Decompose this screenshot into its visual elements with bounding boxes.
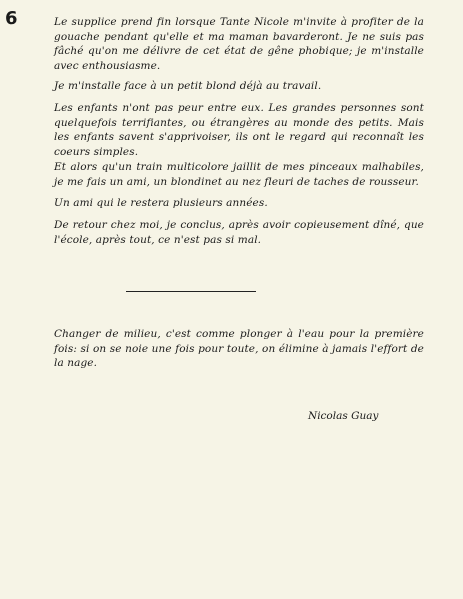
paragraph-5: Un ami qui le restera plusieurs années. [54,197,268,209]
signature: Nicolas Guay [308,410,379,422]
paragraph-1: Le supplice prend fin lorsque Tante Nicole m'invite à profiter de la gouache pendant qu'elle et ma maman bavarderont. Je ne suis pas fâché qu'on me délivre de cet état de gêne phobique; je m'installe avec enthousiasme. [54,16,424,72]
paragraph-2: Je m'installe face à un petit blond déjà au travail. [54,80,322,92]
paragraph-4: Et alors qu'un train multicolore jaillit de mes pinceaux malhabiles, je me fais un ami, un blondinet au nez fleuri de taches de rousseur. [54,161,424,188]
paragraph-6: De retour chez moi, je conclus, après avoir copieusement dîné, que l'école, après tout, ce n'est pas si mal. [54,219,424,246]
paragraph-3: Les enfants n'ont pas peur entre eux. Les grandes personnes sont quelquefois terrifiantes, ou étrangères au monde des petits. Mais les enfants savent s'apprivoiser, ils ont le regard qui reconnaît les coeurs simples. [54,102,424,158]
section-divider [126,291,256,292]
page-number: 6 [5,8,18,29]
closing-paragraph: Changer de milieu, c'est comme plonger à l'eau pour la première fois: si on se noie une fois pour toute, on élimine à jamais l'effort de la nage. [54,328,424,369]
